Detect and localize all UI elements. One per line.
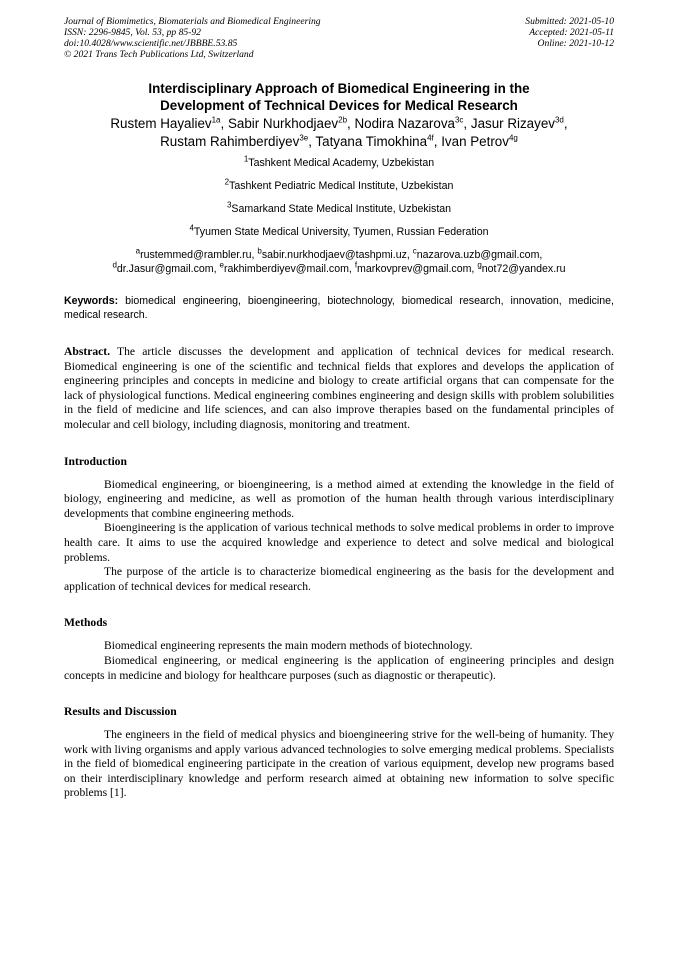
- author-sep: ,: [563, 116, 568, 131]
- author-sep: ,: [308, 134, 316, 149]
- keywords: [64, 294, 614, 322]
- email-address[interactable]: dr.Jasur@gmail.com,: [116, 262, 220, 275]
- paragraph: Biomedical engineering, or medical engineering is the application of engineering principles and design concepts in medicine and biology for healthcare purposes (such as diagnostic or therapeutic).: [64, 653, 614, 682]
- paragraph: The engineers in the field of medical physics and bioengineering strive for the well-being of humanity. They work with living organisms and apply various advanced technologies to solve emerging medical problems. Specialists in the field of biomedical engineering participate in the creation of various equipment, develop new programs based on their interdisciplinary knowledge and perform research aimed at obtaining new information to solve specific problems [1].: [64, 728, 614, 800]
- affiliation: [64, 177, 614, 193]
- journal-copyright: © 2021 Trans Tech Publications Ltd, Switzerland: [64, 49, 254, 60]
- online-date: Online: 2021-10-12: [537, 38, 614, 49]
- email-sup: d: [112, 259, 117, 269]
- author-name: Sabir Nurkhodjaev: [227, 116, 339, 131]
- abstract: [64, 345, 614, 433]
- affiliation-sup: 3: [226, 200, 232, 210]
- author-sup: 3d: [554, 115, 564, 125]
- title-line-1: Interdisciplinary Approach of Biomedical Engineering in the: [148, 81, 530, 96]
- author-sep: ,: [463, 116, 471, 131]
- paper-title: [64, 80, 614, 114]
- email-address[interactable]: rustemmed@rambler.ru,: [140, 249, 258, 261]
- affiliation-text: Tashkent Medical Academy, Uzbekistan: [248, 157, 435, 169]
- journal-doi: doi:10.4028/www.scientific.net/JBBBE.53.85: [64, 38, 238, 49]
- affiliation-text: Samarkand State Medical Institute, Uzbekistan: [231, 203, 452, 215]
- publication-dates: [525, 16, 614, 60]
- title-line-2: Development of Technical Devices for Medical Research: [160, 98, 518, 113]
- email-line-1: [64, 246, 614, 263]
- section-heading-introduction: Introduction: [64, 454, 127, 468]
- affiliation: [64, 154, 614, 170]
- author-sup: 3c: [454, 115, 464, 125]
- author-name: Tatyana Timokhina: [315, 134, 428, 149]
- author-sup: 4f: [427, 133, 434, 143]
- journal-header: [64, 16, 614, 60]
- author-sep: ,: [220, 116, 228, 131]
- email-sup: c: [412, 246, 417, 256]
- author-sep: ,: [347, 116, 355, 131]
- submitted-date: Submitted: 2021-05-10: [525, 16, 614, 27]
- author-sep: ,: [433, 134, 442, 149]
- author-list: [64, 115, 614, 151]
- accepted-date: Accepted: 2021-05-11: [529, 27, 614, 38]
- email-address[interactable]: nazarova.uzb@gmail.com,: [416, 249, 543, 261]
- email-line-2: [64, 259, 614, 277]
- journal-name: Journal of Biomimetics, Biomaterials and Biomedical Engineering: [64, 16, 321, 27]
- abstract-text: The article discusses the development and application of technical devices for medical research. Biomedical engineering is one of the scientific and technical fields that explores and develops the application of engineering principles and concepts in medicine and biology to create artificial organs that can compensate for the lack of physiological functions. Medical engineering combines engineering and design skills with problem solubilities in the field of medicine and life sciences, and can also improve therapies based on the fundamental principles of molecular and cell biology, including diagnosis, monitoring and treatment.: [64, 345, 614, 431]
- keywords-text: biomedical engineering, bioengineering, biotechnology, biomedical research, innovation, medicine, medical research.: [64, 295, 614, 321]
- affiliation: [64, 200, 614, 216]
- section-heading-results: Results and Discussion: [64, 705, 177, 719]
- affiliation-sup: 4: [189, 223, 194, 233]
- keywords-label: Keywords:: [64, 295, 119, 307]
- author-sup: 4g: [508, 133, 518, 143]
- email-address[interactable]: sabir.nurkhodjaev@tashpmi.uz,: [261, 249, 413, 261]
- email-address[interactable]: markovprev@gmail.com,: [357, 262, 478, 275]
- paragraph: Bioengineering is the application of various technical methods to solve medical problems in order to improve health care. It aims to use the acquired knowledge and experience to detect and solve medical and biological problems.: [64, 521, 614, 564]
- paragraph: Biomedical engineering represents the main modern methods of biotechnology.: [104, 639, 473, 653]
- author-name: Ivan Petrov: [441, 134, 509, 149]
- email-sup: b: [257, 246, 262, 256]
- email-sup: g: [477, 259, 482, 269]
- paragraph: The purpose of the article is to characterize biomedical engineering as the basis for the development and application of technical devices for medical research.: [64, 565, 614, 593]
- author-line-2: [64, 133, 614, 151]
- affiliation-sup: 1: [243, 154, 249, 164]
- author-line-1: [64, 115, 614, 133]
- affiliation: [64, 223, 614, 239]
- email-address[interactable]: not72@yandex.ru: [481, 262, 566, 275]
- abstract-label: Abstract.: [64, 345, 111, 358]
- author-sup: 3e: [299, 133, 309, 143]
- author-name: Rustem Hayaliev: [110, 116, 212, 131]
- email-sup: e: [219, 259, 224, 269]
- author-name: Nodira Nazarova: [354, 116, 455, 131]
- author-sup: 2b: [338, 115, 348, 125]
- section-heading-methods: Methods: [64, 616, 108, 630]
- author-emails: [64, 246, 614, 276]
- author-sup: 1a: [211, 115, 221, 125]
- affiliation-text: Tashkent Pediatric Medical Institute, Uzbekistan: [229, 180, 454, 192]
- journal-issn: ISSN: 2296-9845, Vol. 53, pp 85-92: [64, 27, 201, 38]
- email-sup: a: [135, 246, 141, 256]
- journal-info: [64, 16, 321, 60]
- author-name: Rustam Rahimberdiyev: [160, 134, 300, 149]
- paragraph: Biomedical engineering, or bioengineering, is a method aimed at extending the knowledge in the field of biology, engineering and medicine, as well as promotion of the human health through various interdisciplinary developments that combine engineering methods.: [64, 477, 614, 520]
- email-address[interactable]: rakhimberdiyev@mail.com,: [223, 262, 355, 275]
- affiliation-sup: 2: [224, 177, 230, 187]
- email-sup: f: [354, 259, 358, 269]
- affiliation-text: Tyumen State Medical University, Tyumen, Russian Federation: [193, 226, 489, 238]
- author-name: Jasur Rizayev: [470, 116, 555, 131]
